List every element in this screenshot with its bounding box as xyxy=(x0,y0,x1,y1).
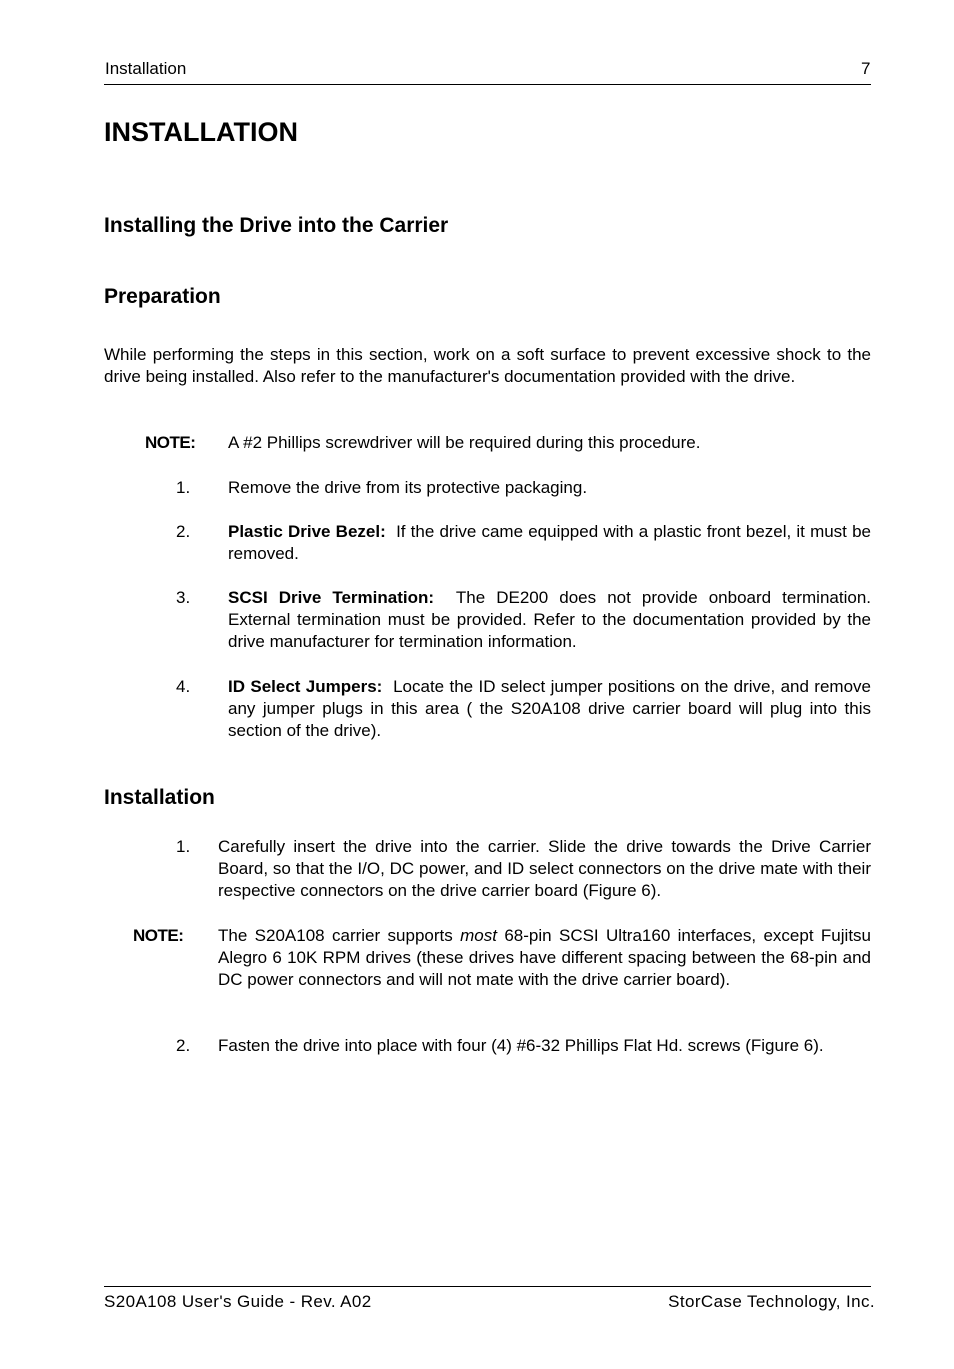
step-text: Carefully insert the drive into the carrier. Slide the drive towards the Drive Carrier Board, so that the I/O, DC power, and ID select connectors on the drive mate with their respective connectors on the drive carrier board (Figure 6). xyxy=(218,837,871,900)
step-text: Fasten the drive into place with four (4) #6-32 Phillips Flat Hd. screws (Figure 6). xyxy=(218,1036,824,1055)
step-number: 3. xyxy=(176,588,191,607)
note-text: A #2 Phillips screwdriver will be required during this procedure. xyxy=(228,433,701,452)
step-item xyxy=(228,587,871,653)
note-label: NOTE: xyxy=(133,926,184,945)
step-number: 1. xyxy=(176,837,191,856)
step-text: Locate the ID select jumper positions on the drive, and remove any jumper plugs in this area ( the S20A108 drive carrier board will plug into this section of the drive). xyxy=(228,677,871,740)
step-text: Remove the drive from its protective packaging. xyxy=(228,478,588,497)
footer-company: StorCase Technology, Inc. xyxy=(668,1292,875,1311)
header-rule xyxy=(104,84,871,85)
step-text: If the drive came equipped with a plastic front bezel, it must be removed. xyxy=(228,522,871,563)
preparation-intro: While performing the steps in this section, work on a soft surface to prevent excessive shock to the drive being installed. Also refer to the manufacturer's documentation provided with the drive. xyxy=(104,345,871,386)
step-item xyxy=(228,676,871,742)
step-number: 2. xyxy=(176,522,191,541)
note-label: NOTE: xyxy=(145,433,196,452)
note-text: The S20A108 carrier supports most 68-pin SCSI Ultra160 interfaces, except Fujitsu Alegro 6 10K RPM drives (these drives have different spacing between the 68-pin and DC power connectors and will not mate with the drive carrier board). xyxy=(218,926,871,989)
footer-doc-title: S20A108 User's Guide - Rev. A02 xyxy=(104,1292,372,1311)
page-title: INSTALLATION xyxy=(104,117,298,147)
step-number: 2. xyxy=(176,1036,191,1055)
section-heading: Installing the Drive into the Carrier xyxy=(104,214,449,237)
page-number: 7 xyxy=(861,59,871,78)
step-item xyxy=(228,521,871,565)
step-bold-label: ID Select Jumpers: xyxy=(228,677,383,696)
step-text: The DE200 does not provide onboard termination. External termination must be provided. Refer to the documentation provided by the drive manufacturer for termination information. xyxy=(228,588,871,651)
step-number: 4. xyxy=(176,677,191,696)
step-number: 1. xyxy=(176,478,191,497)
footer-rule xyxy=(104,1286,871,1287)
emphasis: most xyxy=(460,926,497,945)
step-bold-label: Plastic Drive Bezel: xyxy=(228,522,386,541)
step-bold-label: SCSI Drive Termination: xyxy=(228,588,435,607)
preparation-heading: Preparation xyxy=(104,285,221,308)
running-header-section: Installation xyxy=(105,59,187,78)
installation-heading: Installation xyxy=(104,786,215,809)
